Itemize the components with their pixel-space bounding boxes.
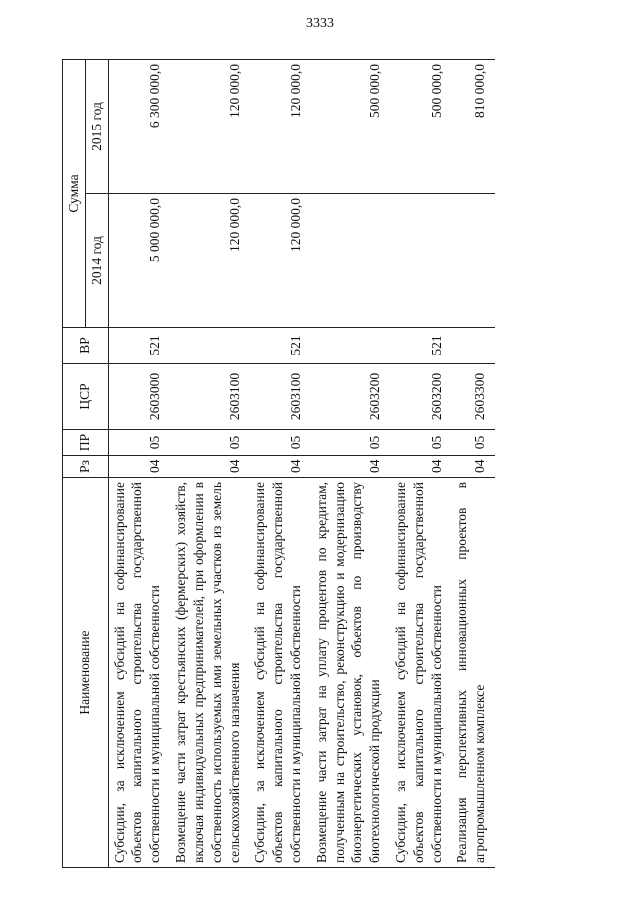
row-pr: 05 (108, 430, 170, 456)
row-csr: 2603100 (170, 364, 249, 430)
row-name: Субсидии, за исключением субсидий на софинансирование объектов капитального строительства государственной собственности и муниципальной собственности (108, 478, 170, 868)
row-rz: 04 (451, 456, 495, 478)
header-pr: ПР (63, 430, 109, 456)
table-row (108, 59, 170, 867)
row-name: Возмещение части затрат на уплату процентов по кредитам, полученным на строительство, реконструкцию и модернизацию биоэнергетических установок, объектов по производству биотехнологической продукции (311, 478, 390, 868)
row-pr: 05 (170, 430, 249, 456)
table-row (451, 59, 495, 867)
row-csr: 2603000 (108, 364, 170, 430)
row-sum-2015: 6 300 000,0 (108, 59, 170, 193)
row-vr: 521 (390, 328, 451, 364)
row-pr: 05 (311, 430, 390, 456)
header-year-2014: 2014 год (85, 194, 108, 328)
row-rz: 04 (390, 456, 451, 478)
row-rz: 04 (108, 456, 170, 478)
row-name: Реализация перспективных инновационных проектов в агропромышленном комплексе (451, 478, 495, 868)
row-vr: 521 (249, 328, 310, 364)
row-rz: 04 (311, 456, 390, 478)
row-sum-2015: 500 000,0 (390, 59, 451, 193)
row-csr: 2603200 (390, 364, 451, 430)
row-csr: 2603300 (451, 364, 495, 430)
row-vr (170, 328, 249, 364)
header-year-2015: 2015 год (85, 59, 108, 193)
row-pr: 05 (451, 430, 495, 456)
row-sum-2014 (311, 194, 390, 328)
row-vr (451, 328, 495, 364)
row-sum-2014: 120 000,0 (249, 194, 310, 328)
budget-table (62, 59, 495, 868)
row-rz: 04 (170, 456, 249, 478)
row-sum-2014 (451, 194, 495, 328)
row-vr: 521 (108, 328, 170, 364)
row-name: Субсидии, за исключением субсидий на софинансирование объектов капитального строительства государственной собственности и муниципальной собственности (249, 478, 310, 868)
row-sum-2015: 120 000,0 (170, 59, 249, 193)
row-name: Субсидии, за исключением субсидий на софинансирование объектов капитального строительства государственной собственности и муниципальной собственности (390, 478, 451, 868)
page-number: 3333 (306, 16, 334, 31)
row-pr: 05 (249, 430, 310, 456)
row-vr (311, 328, 390, 364)
row-sum-2014: 5 000 000,0 (108, 194, 170, 328)
row-sum-2015: 120 000,0 (249, 59, 310, 193)
row-rz: 04 (249, 456, 310, 478)
row-name: Возмещение части затрат крестьянских (фермерских) хозяйств, включая индивидуальных предпринимателей, при оформлении в собственность используемых ими земельных участков из земель сельскохозяйственного назначения (170, 478, 249, 868)
table-row (249, 59, 310, 867)
row-sum-2014 (390, 194, 451, 328)
table-row (170, 59, 249, 867)
row-csr: 2603100 (249, 364, 310, 430)
header-name: Наименование (63, 478, 109, 868)
header-vr: ВР (63, 328, 109, 364)
row-pr: 05 (390, 430, 451, 456)
row-sum-2015: 500 000,0 (311, 59, 390, 193)
row-csr: 2603200 (311, 364, 390, 430)
table-row (390, 59, 451, 867)
header-rz: Рз (63, 456, 109, 478)
header-csr: ЦСР (63, 364, 109, 430)
rotated-budget-table (62, 60, 582, 868)
table-row (311, 59, 390, 867)
row-sum-2015: 810 000,0 (451, 59, 495, 193)
header-sum: Сумма (63, 59, 86, 327)
row-sum-2014: 120 000,0 (170, 194, 249, 328)
